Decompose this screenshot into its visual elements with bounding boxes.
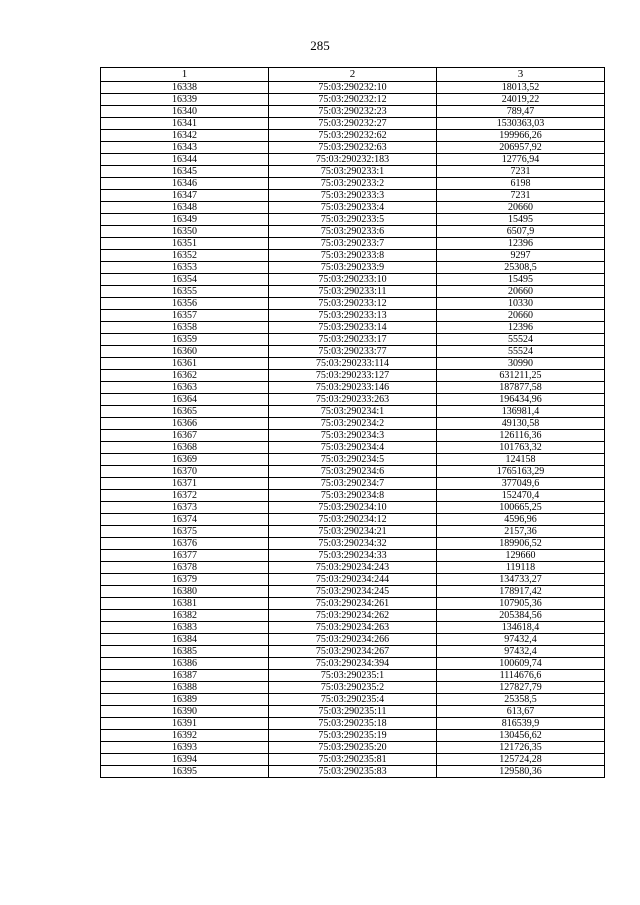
cadastral-number-cell: 75:03:290233:12	[269, 298, 437, 310]
value-cell: 12396	[437, 238, 605, 250]
cadastral-number-cell: 75:03:290234:245	[269, 586, 437, 598]
value-cell: 631211,25	[437, 370, 605, 382]
cadastral-number-cell: 75:03:290234:10	[269, 502, 437, 514]
row-number-cell: 16389	[101, 694, 269, 706]
column-header-3: 3	[437, 68, 605, 82]
cadastral-number-cell: 75:03:290234:8	[269, 490, 437, 502]
table-row	[101, 94, 605, 106]
table-row	[101, 442, 605, 454]
value-cell: 129660	[437, 550, 605, 562]
row-number-cell: 16359	[101, 334, 269, 346]
value-cell: 1530363,03	[437, 118, 605, 130]
value-cell: 152470,4	[437, 490, 605, 502]
cadastral-number-cell: 75:03:290234:267	[269, 646, 437, 658]
table-row	[101, 586, 605, 598]
table-row	[101, 478, 605, 490]
cadastral-number-cell: 75:03:290232:27	[269, 118, 437, 130]
row-number-cell: 16357	[101, 310, 269, 322]
cadastral-number-cell: 75:03:290233:4	[269, 202, 437, 214]
table-header	[101, 68, 605, 82]
row-number-cell: 16378	[101, 562, 269, 574]
table-row	[101, 358, 605, 370]
cadastral-number-cell: 75:03:290233:5	[269, 214, 437, 226]
table-row	[101, 418, 605, 430]
table-row	[101, 550, 605, 562]
cadastral-number-cell: 75:03:290233:17	[269, 334, 437, 346]
cadastral-number-cell: 75:03:290233:263	[269, 394, 437, 406]
page-number: 285	[310, 38, 330, 53]
table-row	[101, 766, 605, 778]
row-number-cell: 16387	[101, 670, 269, 682]
row-number-cell: 16363	[101, 382, 269, 394]
cadastral-number-cell: 75:03:290233:9	[269, 262, 437, 274]
data-table	[100, 67, 605, 778]
value-cell: 20660	[437, 202, 605, 214]
table-row	[101, 742, 605, 754]
value-cell: 6198	[437, 178, 605, 190]
table-row	[101, 754, 605, 766]
row-number-cell: 16392	[101, 730, 269, 742]
row-number-cell: 16370	[101, 466, 269, 478]
cadastral-number-cell: 75:03:290233:10	[269, 274, 437, 286]
value-cell: 377049,6	[437, 478, 605, 490]
column-header-2: 2	[269, 68, 437, 82]
table-row	[101, 454, 605, 466]
table-row	[101, 502, 605, 514]
row-number-cell: 16350	[101, 226, 269, 238]
value-cell: 789,47	[437, 106, 605, 118]
cadastral-number-cell: 75:03:290234:243	[269, 562, 437, 574]
row-number-cell: 16365	[101, 406, 269, 418]
row-number-cell: 16372	[101, 490, 269, 502]
value-cell: 124158	[437, 454, 605, 466]
cadastral-number-cell: 75:03:290235:83	[269, 766, 437, 778]
row-number-cell: 16360	[101, 346, 269, 358]
row-number-cell: 16356	[101, 298, 269, 310]
value-cell: 121726,35	[437, 742, 605, 754]
table-row	[101, 250, 605, 262]
row-number-cell: 16391	[101, 718, 269, 730]
table-row	[101, 730, 605, 742]
row-number-cell: 16380	[101, 586, 269, 598]
cadastral-number-cell: 75:03:290233:114	[269, 358, 437, 370]
table-row	[101, 166, 605, 178]
row-number-cell: 16346	[101, 178, 269, 190]
value-cell: 6507,9	[437, 226, 605, 238]
table-row	[101, 682, 605, 694]
table-row	[101, 298, 605, 310]
row-number-cell: 16364	[101, 394, 269, 406]
row-number-cell: 16394	[101, 754, 269, 766]
cadastral-number-cell: 75:03:290233:146	[269, 382, 437, 394]
cadastral-number-cell: 75:03:290234:244	[269, 574, 437, 586]
value-cell: 10330	[437, 298, 605, 310]
row-number-cell: 16344	[101, 154, 269, 166]
value-cell: 1114676,6	[437, 670, 605, 682]
table-row	[101, 214, 605, 226]
value-cell: 55524	[437, 334, 605, 346]
table-row	[101, 274, 605, 286]
row-number-cell: 16351	[101, 238, 269, 250]
cadastral-number-cell: 75:03:290233:2	[269, 178, 437, 190]
header-row	[101, 68, 605, 82]
row-number-cell: 16338	[101, 82, 269, 94]
table-row	[101, 718, 605, 730]
cadastral-number-cell: 75:03:290234:21	[269, 526, 437, 538]
row-number-cell: 16395	[101, 766, 269, 778]
row-number-cell: 16369	[101, 454, 269, 466]
value-cell: 12396	[437, 322, 605, 334]
row-number-cell: 16354	[101, 274, 269, 286]
row-number-cell: 16341	[101, 118, 269, 130]
row-number-cell: 16349	[101, 214, 269, 226]
row-number-cell: 16358	[101, 322, 269, 334]
cadastral-number-cell: 75:03:290234:262	[269, 610, 437, 622]
value-cell: 2157,36	[437, 526, 605, 538]
table-row	[101, 598, 605, 610]
cadastral-number-cell: 75:03:290235:20	[269, 742, 437, 754]
cadastral-number-cell: 75:03:290235:1	[269, 670, 437, 682]
cadastral-number-cell: 75:03:290234:7	[269, 478, 437, 490]
value-cell: 97432,4	[437, 646, 605, 658]
row-number-cell: 16342	[101, 130, 269, 142]
value-cell: 7231	[437, 166, 605, 178]
value-cell: 24019,22	[437, 94, 605, 106]
row-number-cell: 16381	[101, 598, 269, 610]
value-cell: 129580,36	[437, 766, 605, 778]
row-number-cell: 16390	[101, 706, 269, 718]
value-cell: 189906,52	[437, 538, 605, 550]
row-number-cell: 16352	[101, 250, 269, 262]
table-row	[101, 430, 605, 442]
value-cell: 18013,52	[437, 82, 605, 94]
table-row	[101, 178, 605, 190]
value-cell: 136981,4	[437, 406, 605, 418]
value-cell: 187877,58	[437, 382, 605, 394]
value-cell: 55524	[437, 346, 605, 358]
row-number-cell: 16383	[101, 622, 269, 634]
cadastral-number-cell: 75:03:290232:10	[269, 82, 437, 94]
cadastral-number-cell: 75:03:290234:32	[269, 538, 437, 550]
value-cell: 49130,58	[437, 418, 605, 430]
value-cell: 205384,56	[437, 610, 605, 622]
cadastral-number-cell: 75:03:290235:4	[269, 694, 437, 706]
value-cell: 101763,32	[437, 442, 605, 454]
row-number-cell: 16367	[101, 430, 269, 442]
table-row	[101, 694, 605, 706]
value-cell: 20660	[437, 286, 605, 298]
value-cell: 15495	[437, 214, 605, 226]
cadastral-number-cell: 75:03:290235:2	[269, 682, 437, 694]
cadastral-number-cell: 75:03:290234:2	[269, 418, 437, 430]
table-row	[101, 118, 605, 130]
table-row	[101, 322, 605, 334]
row-number-cell: 16355	[101, 286, 269, 298]
value-cell: 100609,74	[437, 658, 605, 670]
table-row	[101, 406, 605, 418]
cadastral-number-cell: 75:03:290234:3	[269, 430, 437, 442]
value-cell: 97432,4	[437, 634, 605, 646]
cadastral-number-cell: 75:03:290234:12	[269, 514, 437, 526]
table-row	[101, 382, 605, 394]
cadastral-number-cell: 75:03:290234:266	[269, 634, 437, 646]
table-row	[101, 130, 605, 142]
value-cell: 126116,36	[437, 430, 605, 442]
cadastral-number-cell: 75:03:290234:1	[269, 406, 437, 418]
row-number-cell: 16388	[101, 682, 269, 694]
table-row	[101, 658, 605, 670]
table-row	[101, 286, 605, 298]
value-cell: 4596,96	[437, 514, 605, 526]
row-number-cell: 16362	[101, 370, 269, 382]
cadastral-number-cell: 75:03:290235:18	[269, 718, 437, 730]
table-row	[101, 310, 605, 322]
row-number-cell: 16348	[101, 202, 269, 214]
cadastral-number-cell: 75:03:290233:13	[269, 310, 437, 322]
row-number-cell: 16386	[101, 658, 269, 670]
value-cell: 25358,5	[437, 694, 605, 706]
table-row	[101, 154, 605, 166]
row-number-cell: 16384	[101, 634, 269, 646]
table-row	[101, 394, 605, 406]
value-cell: 9297	[437, 250, 605, 262]
table-row	[101, 226, 605, 238]
row-number-cell: 16374	[101, 514, 269, 526]
table-row	[101, 106, 605, 118]
value-cell: 12776,94	[437, 154, 605, 166]
row-number-cell: 16371	[101, 478, 269, 490]
cadastral-number-cell: 75:03:290235:81	[269, 754, 437, 766]
row-number-cell: 16345	[101, 166, 269, 178]
row-number-cell: 16340	[101, 106, 269, 118]
table-row	[101, 262, 605, 274]
table-row	[101, 238, 605, 250]
cadastral-number-cell: 75:03:290234:6	[269, 466, 437, 478]
value-cell: 134733,27	[437, 574, 605, 586]
value-cell: 134618,4	[437, 622, 605, 634]
value-cell: 107905,36	[437, 598, 605, 610]
value-cell: 100665,25	[437, 502, 605, 514]
cadastral-number-cell: 75:03:290232:12	[269, 94, 437, 106]
row-number-cell: 16375	[101, 526, 269, 538]
cadastral-number-cell: 75:03:290232:183	[269, 154, 437, 166]
row-number-cell: 16379	[101, 574, 269, 586]
value-cell: 119118	[437, 562, 605, 574]
value-cell: 127827,79	[437, 682, 605, 694]
value-cell: 25308,5	[437, 262, 605, 274]
cadastral-number-cell: 75:03:290234:4	[269, 442, 437, 454]
table-row	[101, 634, 605, 646]
row-number-cell: 16385	[101, 646, 269, 658]
cadastral-number-cell: 75:03:290233:14	[269, 322, 437, 334]
table-row	[101, 622, 605, 634]
table-row	[101, 526, 605, 538]
table-row	[101, 82, 605, 94]
row-number-cell: 16377	[101, 550, 269, 562]
value-cell: 816539,9	[437, 718, 605, 730]
row-number-cell: 16343	[101, 142, 269, 154]
table-row	[101, 574, 605, 586]
cadastral-number-cell: 75:03:290233:127	[269, 370, 437, 382]
table-row	[101, 142, 605, 154]
table-row	[101, 706, 605, 718]
value-cell: 196434,96	[437, 394, 605, 406]
value-cell: 125724,28	[437, 754, 605, 766]
row-number-cell: 16376	[101, 538, 269, 550]
cadastral-number-cell: 75:03:290233:77	[269, 346, 437, 358]
table-row	[101, 370, 605, 382]
cadastral-number-cell: 75:03:290235:11	[269, 706, 437, 718]
table-row	[101, 466, 605, 478]
cadastral-number-cell: 75:03:290233:7	[269, 238, 437, 250]
table-row	[101, 490, 605, 502]
value-cell: 178917,42	[437, 586, 605, 598]
row-number-cell: 16361	[101, 358, 269, 370]
value-cell: 206957,92	[437, 142, 605, 154]
table-row	[101, 538, 605, 550]
table-body	[101, 82, 605, 778]
table-row	[101, 670, 605, 682]
cadastral-number-cell: 75:03:290234:263	[269, 622, 437, 634]
cadastral-number-cell: 75:03:290234:33	[269, 550, 437, 562]
value-cell: 30990	[437, 358, 605, 370]
row-number-cell: 16393	[101, 742, 269, 754]
cadastral-number-cell: 75:03:290233:3	[269, 190, 437, 202]
value-cell: 613,67	[437, 706, 605, 718]
row-number-cell: 16373	[101, 502, 269, 514]
value-cell: 20660	[437, 310, 605, 322]
row-number-cell: 16339	[101, 94, 269, 106]
row-number-cell: 16366	[101, 418, 269, 430]
table-row	[101, 610, 605, 622]
cadastral-number-cell: 75:03:290235:19	[269, 730, 437, 742]
table-row	[101, 334, 605, 346]
value-cell: 1765163,29	[437, 466, 605, 478]
row-number-cell: 16382	[101, 610, 269, 622]
cadastral-number-cell: 75:03:290233:8	[269, 250, 437, 262]
table-row	[101, 346, 605, 358]
value-cell: 130456,62	[437, 730, 605, 742]
table-row	[101, 646, 605, 658]
table-row	[101, 190, 605, 202]
value-cell: 199966,26	[437, 130, 605, 142]
table-row	[101, 514, 605, 526]
cadastral-number-cell: 75:03:290234:261	[269, 598, 437, 610]
cadastral-number-cell: 75:03:290232:63	[269, 142, 437, 154]
value-cell: 15495	[437, 274, 605, 286]
table-row	[101, 562, 605, 574]
row-number-cell: 16347	[101, 190, 269, 202]
column-header-1: 1	[101, 68, 269, 82]
row-number-cell: 16353	[101, 262, 269, 274]
cadastral-number-cell: 75:03:290233:11	[269, 286, 437, 298]
cadastral-number-cell: 75:03:290232:23	[269, 106, 437, 118]
cadastral-number-cell: 75:03:290234:394	[269, 658, 437, 670]
cadastral-number-cell: 75:03:290234:5	[269, 454, 437, 466]
cadastral-number-cell: 75:03:290232:62	[269, 130, 437, 142]
cadastral-number-cell: 75:03:290233:1	[269, 166, 437, 178]
row-number-cell: 16368	[101, 442, 269, 454]
table-row	[101, 202, 605, 214]
cadastral-number-cell: 75:03:290233:6	[269, 226, 437, 238]
value-cell: 7231	[437, 190, 605, 202]
